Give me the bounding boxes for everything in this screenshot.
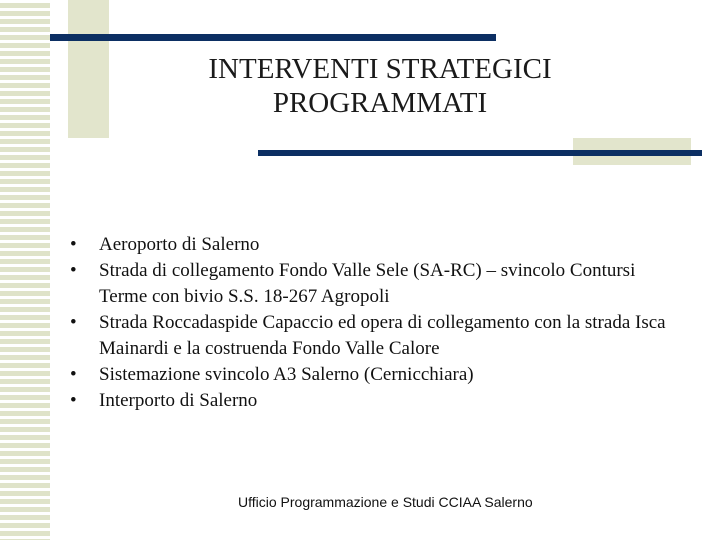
bullet-text: Strada Roccadaspide Capaccio ed opera di collegamento con la strada Isca Mainardi e la costruenda Fondo Valle Calore — [99, 312, 666, 359]
bullet-text: Strada di collegamento Fondo Valle Sele (SA-RC) – svincolo Contursi Terme con bivio S.S. 18-267 Agropoli — [99, 260, 636, 307]
bullet-item-fondo-valle-sele — [70, 258, 670, 310]
bullet-icon: • — [70, 260, 77, 281]
bullet-text: Interporto di Salerno — [99, 390, 258, 411]
slide-title-line-2: PROGRAMMATI — [272, 87, 488, 119]
decorative-stripe-bar — [0, 0, 50, 540]
bullet-item-svincolo-a3 — [70, 362, 670, 388]
bullet-icon: • — [70, 390, 77, 411]
slide-footer: Ufficio Programmazione e Studi CCIAA Salerno — [238, 494, 533, 510]
bullet-item-interporto — [70, 388, 670, 414]
bullet-item-roccadaspide-capaccio — [70, 310, 670, 362]
title-rule-top — [50, 34, 496, 41]
bullet-list — [70, 232, 670, 414]
bullet-icon: • — [70, 234, 77, 255]
decorative-block-top — [68, 0, 109, 138]
bullet-text: Sistemazione svincolo A3 Salerno (Cernicchiara) — [99, 364, 474, 385]
bullet-item-airport — [70, 232, 670, 258]
slide-title-line-1: INTERVENTI STRATEGICI — [208, 53, 552, 85]
bullet-icon: • — [70, 312, 77, 333]
slide-title — [150, 52, 610, 120]
bullet-icon: • — [70, 364, 77, 385]
title-rule-bottom — [258, 150, 702, 156]
bullet-text: Aeroporto di Salerno — [99, 234, 260, 255]
